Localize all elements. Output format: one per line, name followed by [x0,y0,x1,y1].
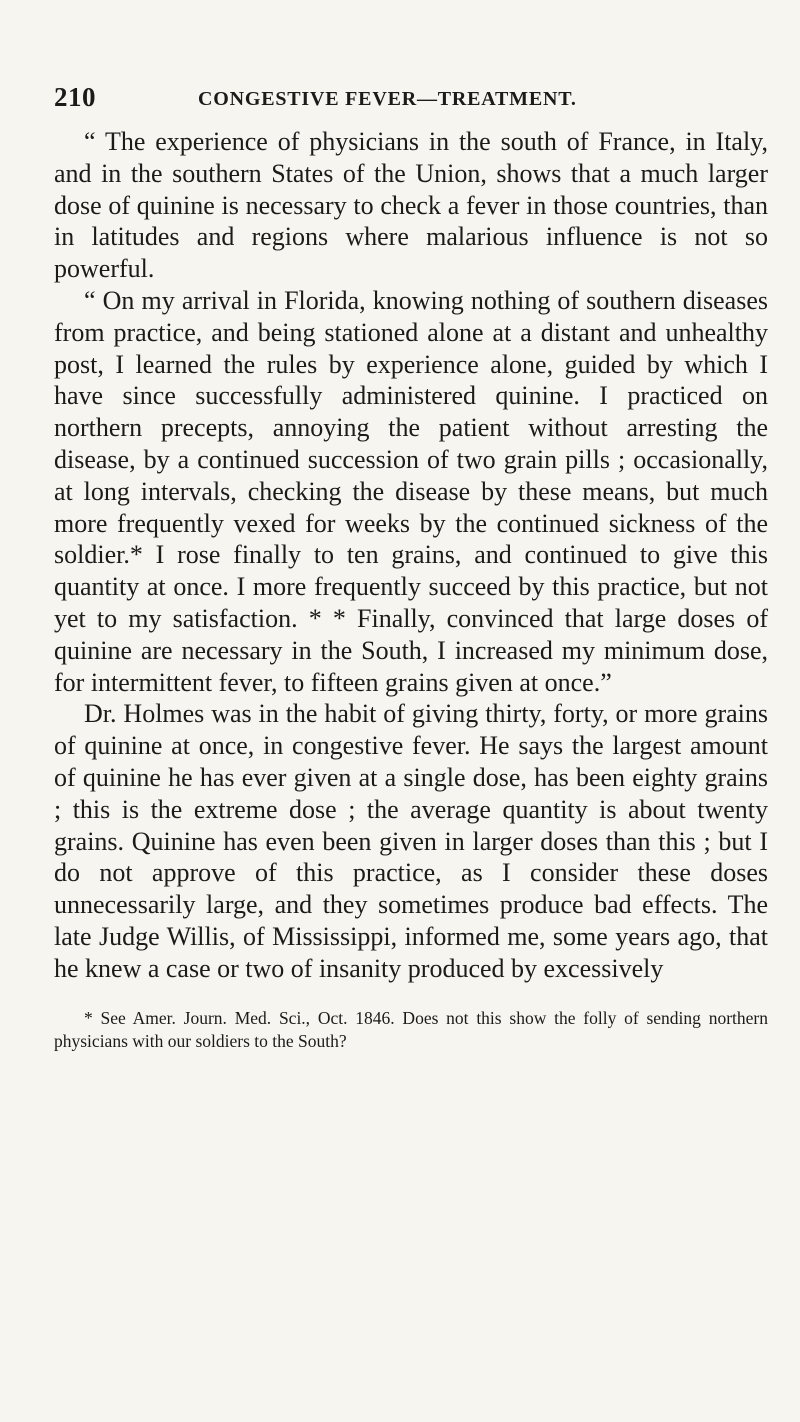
body-text [54,126,768,985]
paragraph-dr-holmes: Dr. Holmes was in the habit of giving thirty, forty, or more grains of quinine at once, in congestive fever. He says the largest amount of quinine he has ever given at a single dose, has been eighty grains ; this is the extreme dose ; the average quantity is about twenty grains. Quinine has even been given in larger doses than this ; but I do not approve of this practice, as I consider these doses unnecessarily large, and they sometimes produce bad effects. The late Judge Willis, of Mississippi, informed me, some years ago, that he knew a case or two of insanity produced by excessively [54,699,768,983]
paragraph-quote-florida: “ On my arrival in Florida, knowing nothing of southern diseases from practice, and being stationed alone at a distant and unhealthy post, I learned the rules by experience alone, guided by which I have since successfully administered quinine. I practiced on northern precepts, annoying the patient without arresting the disease, by a continued succession of two grain pills ; occasionally, at long intervals, checking the disease by these means, but much more frequently vexed for weeks by the continued sickness of the soldier.* I rose finally to ten grains, and continued to give this quantity at once. I more frequently succeed by this practice, but not yet to my satisfaction. * * Finally, convinced that large doses of quinine are necessary in the South, I increased my minimum dose, for intermittent fever, to fifteen grains given at once.” [54,285,768,697]
paragraph-quote-experience: “ The experience of physicians in the south of France, in Italy, and in the southern States of the Union, shows that a much larger dose of quinine is necessary to check a fever in those countries, than in latitudes and regions where malarious influence is not so powerful. [54,127,768,284]
running-title: CONGESTIVE FEVER—TREATMENT. [198,88,577,110]
running-head [54,82,768,116]
book-page [54,82,768,1070]
page-number: 210 [54,82,96,112]
footnote: * See Amer. Journ. Med. Sci., Oct. 1846. Does not this show the folly of sending northern physicians with our soldiers to the South? [54,1007,768,1051]
